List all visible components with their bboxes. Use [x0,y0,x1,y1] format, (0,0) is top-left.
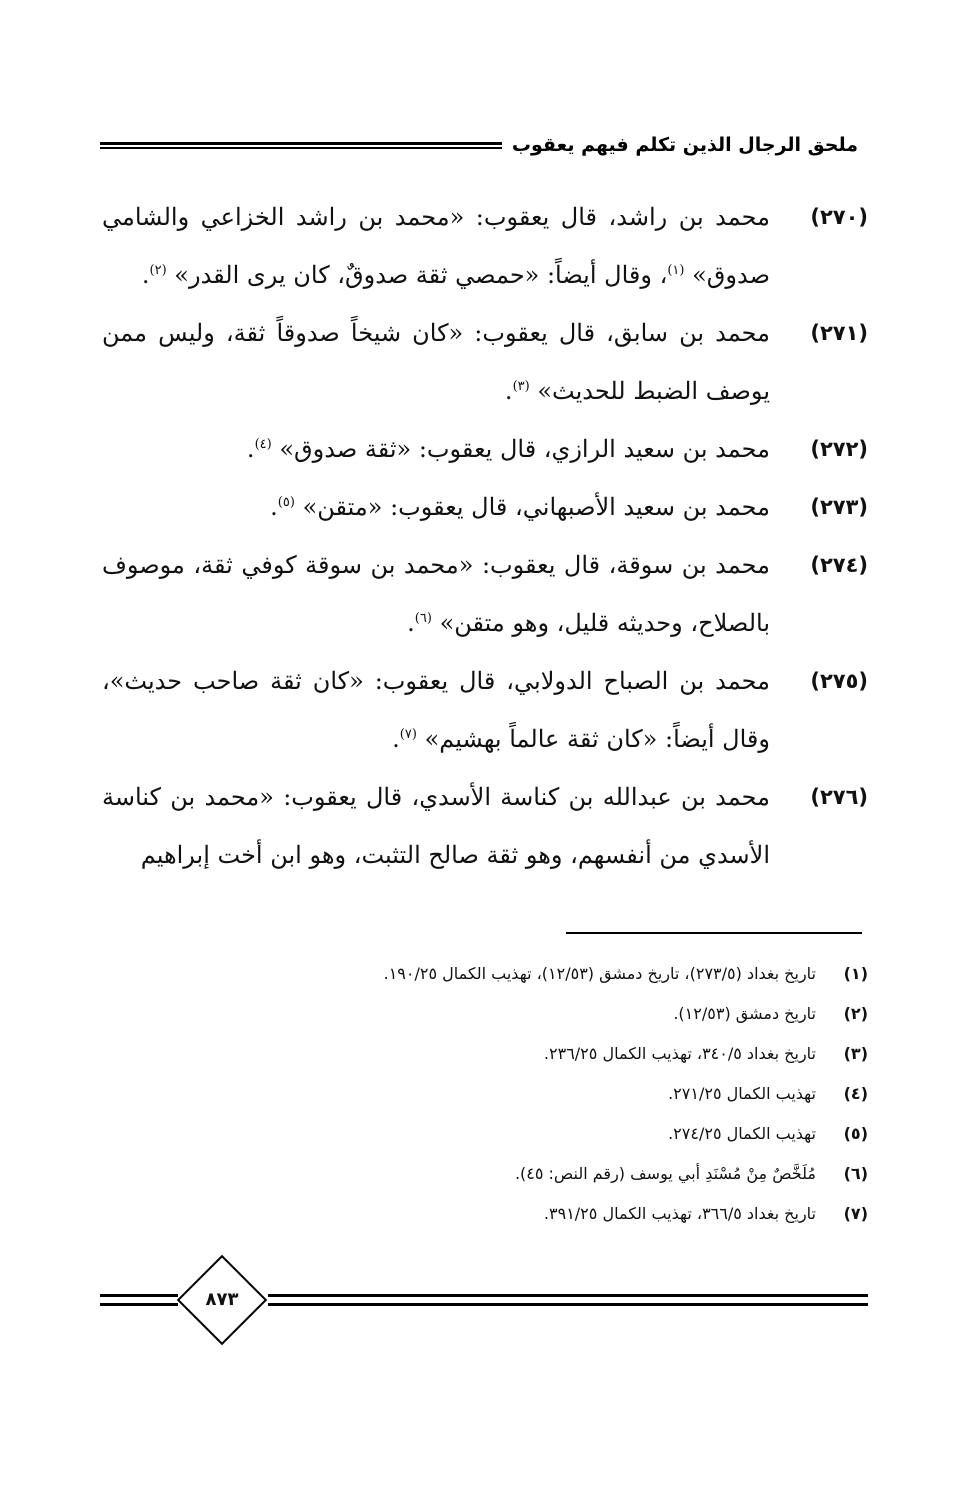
entry-number: (٢٧٦) [810,785,868,809]
footnote-5 [120,1114,868,1154]
entry-275 [102,652,868,768]
entry-273 [102,478,868,536]
running-header [100,130,868,160]
entry-274 [102,536,868,652]
footnote-text: مُلَخَّصٌ مِنْ مُسْنَدِ أبي يوسف (رقم النص: ٤٥). [514,1164,816,1183]
footnote-3 [120,1034,868,1074]
footnote-ref: (٢) [149,263,167,278]
footnote-number: (٣) [843,1044,868,1063]
entry-276 [102,768,868,884]
entry-text: محمد بن سعيد الأصبهاني، قال يعقوب: «متقن» $^{(٥)}$. [270,493,770,521]
footnote-ref: (٧) [399,727,417,742]
footnote-number: (٧) [843,1204,868,1223]
footnote-ref: (٣) [512,379,530,394]
footnote-text: تاريخ بغداد (٢٧٣/٥)، تاريخ دمشق (١٢/٥٣)، تهذيب الكمال ١٩٠/٢٥. [383,964,816,983]
footnote-ref: (١) [667,263,685,278]
header-title: ملحق الرجال الذين تكلم فيهم يعقوب [511,134,858,156]
footnote-1 [120,954,868,994]
entry-text: محمد بن سابق، قال يعقوب: «كان شيخاً صدوقاً ثقة، وليس ممن يوصف الضبط للحديث» $^{(٣)}$. [102,319,770,405]
footnote-4 [120,1074,868,1114]
entry-272 [102,420,868,478]
footnote-number: (٥) [843,1124,868,1143]
entry-text: محمد بن راشد، قال يعقوب: «محمد بن راشد الخزاعي والشامي صدوق» $^{(١)}$، وقال أيضاً: «حمصي ثقة صدوقٌ، كان يرى القدر» $^{(٢)}$. [102,203,770,289]
footnote-7 [120,1194,868,1234]
footer-rule-right [268,1294,868,1306]
entry-number: (٢٧٣) [810,495,868,519]
entry-number: (٢٧٥) [810,669,868,693]
footnote-number: (٤) [843,1084,868,1103]
entry-number: (٢٧١) [810,321,868,345]
footnote-number: (٢) [843,1004,868,1023]
biographical-entries [102,188,868,884]
entry-text: محمد بن الصباح الدولابي، قال يعقوب: «كان ثقة صاحب حديث»، وقال أيضاً: «كان ثقة عالماً بهشيم» $^{(٧)}$. [102,667,770,753]
page-number: ٨٧٣ [205,1289,239,1310]
entry-271 [102,304,868,420]
footnote-ref: (٦) [414,611,432,626]
footnote-text: تهذيب الكمال ٢٧١/٢٥. [668,1084,816,1103]
footnote-text: تهذيب الكمال ٢٧٤/٢٥. [668,1124,816,1143]
footnote-6 [120,1154,868,1194]
footnote-number: (١) [843,964,868,983]
footnote-text: تاريخ بغداد ٣٦٦/٥، تهذيب الكمال ٣٩١/٢٥. [543,1204,816,1223]
header-rule-short [100,142,162,149]
footnote-separator [566,932,862,934]
footnote-ref: (٥) [277,495,295,510]
entry-270 [102,188,868,304]
footnote-ref: (٤) [254,437,272,452]
entry-text: محمد بن سعيد الرازي، قال يعقوب: «ثقة صدوق» $^{(٤)}$. [246,435,770,463]
entry-text: محمد بن سوقة، قال يعقوب: «محمد بن سوقة كوفي ثقة، موصوف بالصلاح، وحديثه قليل، وهو متقن» $^{(٦)}$. [102,551,770,637]
entry-text: محمد بن عبدالله بن كناسة الأسدي، قال يعقوب: «محمد بن كناسة الأسدي من أنفسهم، وهو ثقة صالح التثبت، وهو ابن أخت إبراهيم [102,783,770,869]
footnote-text: تاريخ بغداد ٣٤٠/٥، تهذيب الكمال ٢٣٦/٢٥. [543,1044,816,1063]
footnote-text: تاريخ دمشق (١٢/٥٣). [673,1004,816,1023]
footer-rule-left [100,1294,178,1306]
entry-number: (٢٧٠) [810,205,868,229]
footnotes [120,954,868,1234]
entry-number: (٢٧٢) [810,437,868,461]
footnote-number: (٦) [843,1164,868,1183]
footnote-2 [120,994,868,1034]
entry-number: (٢٧٤) [810,553,868,577]
